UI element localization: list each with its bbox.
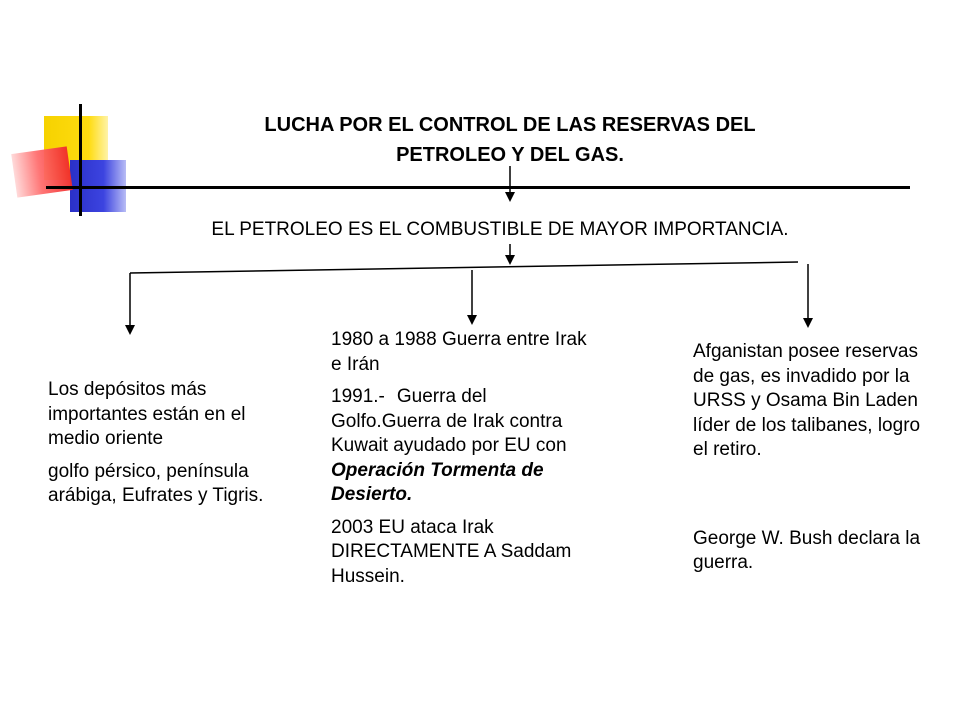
slide-subtitle: EL PETROLEO ES EL COMBUSTIBLE DE MAYOR IMPORTANCIA. <box>211 219 789 240</box>
branch-horizontal-line <box>130 262 798 273</box>
slide-title <box>200 110 820 170</box>
right-paragraph-2: George W. Bush declara la guerra. <box>693 527 921 573</box>
right-paragraph-1: Afganistan posee reservas de gas, es invadido por la URSS y Osama Bin Laden líder de los talibanes, logro el retiro. <box>693 341 921 460</box>
middle-paragraph-1: 1980 a 1988 Guerra entre Irak e Irán <box>331 329 587 375</box>
right-text-box <box>693 340 923 584</box>
middle-text-box <box>331 328 591 597</box>
middle-paragraph-3: 2003 EU ataca Irak DIRECTAMENTE A Saddam Hussein. <box>331 516 572 587</box>
middle-paragraph-2 <box>331 385 591 508</box>
left-text-box <box>48 378 268 517</box>
middle-paragraph-2-emphasis: Operación Tormenta de Desierto. <box>331 459 544 505</box>
title-line-1: LUCHA POR EL CONTROL DE LAS RESERVAS DEL <box>264 114 756 136</box>
middle-paragraph-2-prefix: 1991.- <box>331 386 385 407</box>
middle-paragraph-2-text: Guerra del Golfo.Guerra de Irak contra Kuwait ayudado por EU con <box>331 386 567 456</box>
left-paragraph-2: golfo pérsico, península arábiga, Eufrates y Tigris. <box>48 460 264 506</box>
title-line-2: PETROLEO Y DEL GAS. <box>396 144 624 166</box>
left-paragraph-1: Los depósitos más importantes están en el medio oriente <box>48 379 246 449</box>
